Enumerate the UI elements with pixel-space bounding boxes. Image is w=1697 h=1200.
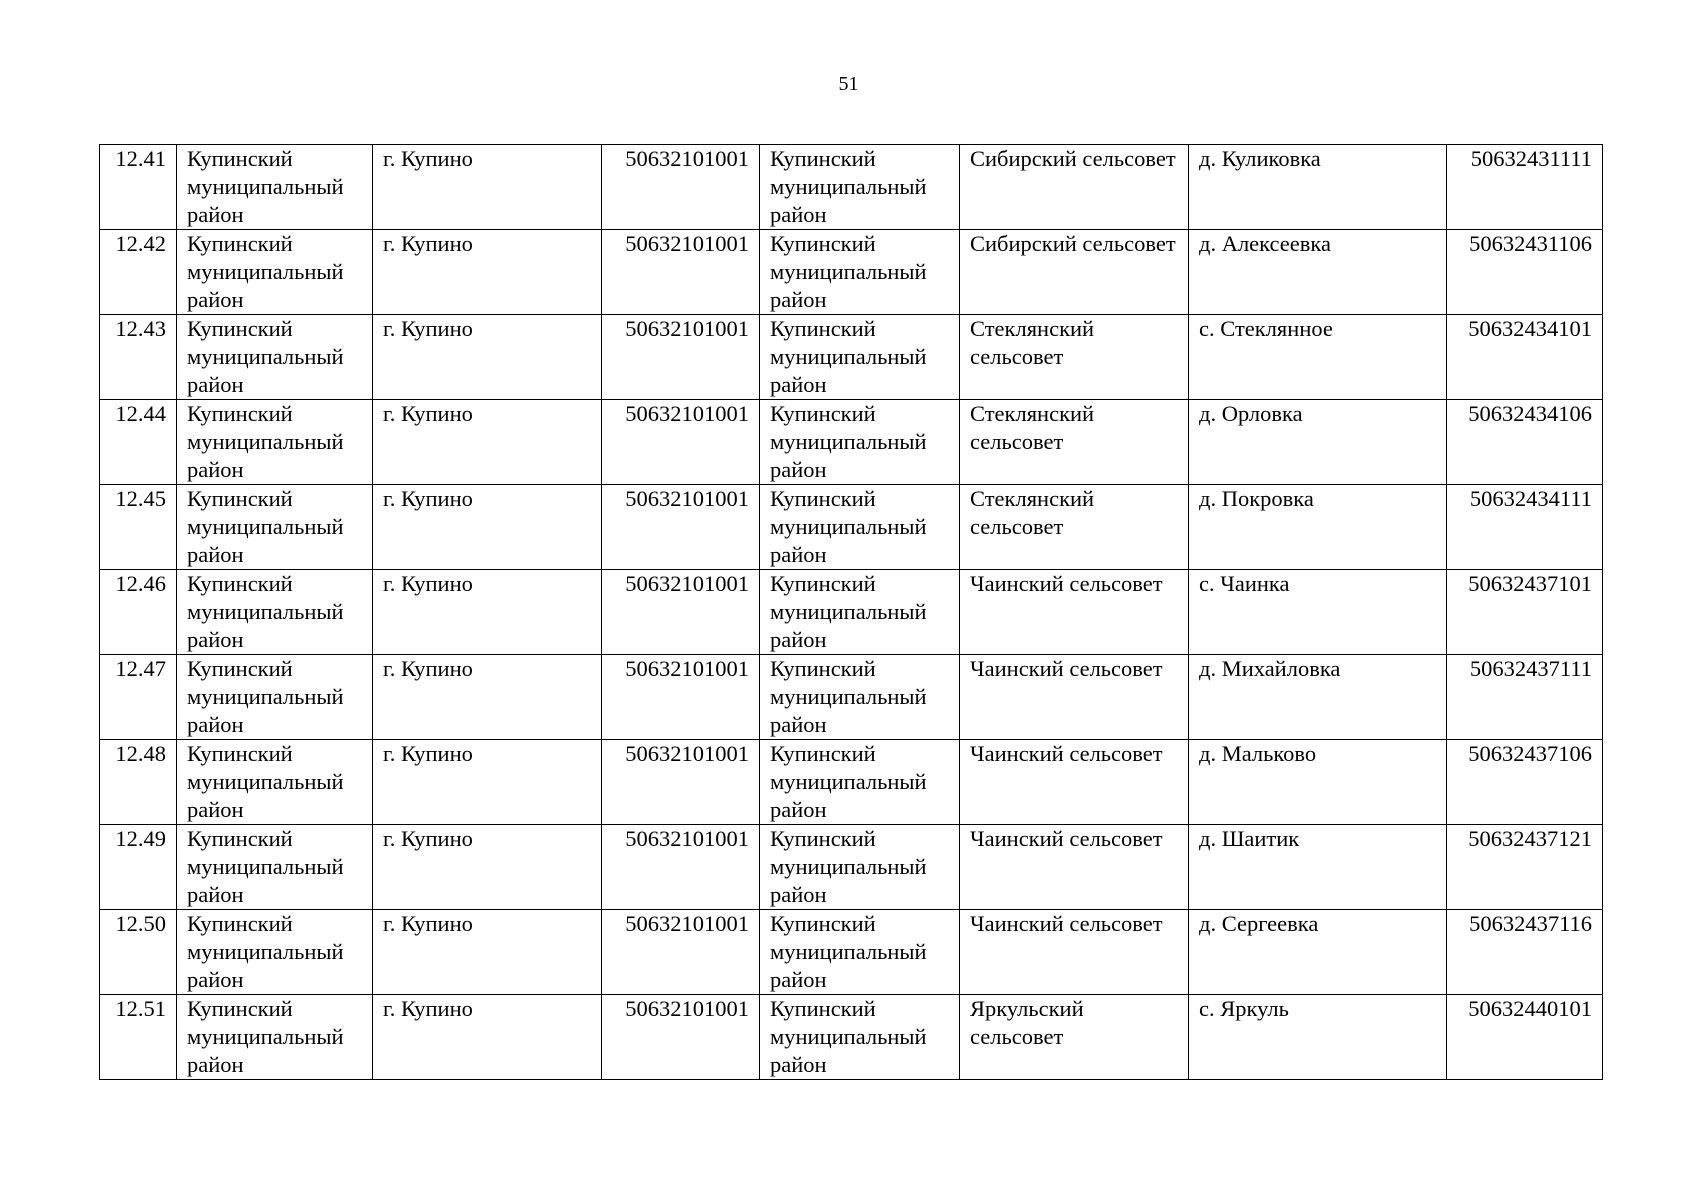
cell-settlement: д. Покровка — [1189, 485, 1447, 570]
cell-admin-center-code: 50632101001 — [602, 145, 760, 230]
table-row — [100, 995, 1603, 1080]
cell-municipal-district-2: Купинский муниципальный район — [760, 485, 960, 570]
cell-settlement: с. Чаинка — [1189, 570, 1447, 655]
cell-rural-council: Чаинский сельсовет — [960, 910, 1189, 995]
table-row — [100, 570, 1603, 655]
cell-municipal-district-2: Купинский муниципальный район — [760, 995, 960, 1080]
cell-rural-council: Стеклянский сельсовет — [960, 485, 1189, 570]
table-row — [100, 485, 1603, 570]
table-row — [100, 315, 1603, 400]
settlements-table — [99, 144, 1603, 1080]
cell-row-number: 12.42 — [100, 230, 177, 315]
cell-municipal-district-2: Купинский муниципальный район — [760, 825, 960, 910]
cell-rural-council: Чаинский сельсовет — [960, 570, 1189, 655]
table-row — [100, 825, 1603, 910]
cell-settlement: д. Алексеевка — [1189, 230, 1447, 315]
cell-row-number: 12.51 — [100, 995, 177, 1080]
cell-municipal-district: Купинский муниципальный район — [177, 570, 373, 655]
cell-municipal-district-2: Купинский муниципальный район — [760, 910, 960, 995]
cell-row-number: 12.43 — [100, 315, 177, 400]
page-number: 51 — [838, 73, 859, 95]
cell-admin-center: г. Купино — [373, 910, 602, 995]
table-row — [100, 740, 1603, 825]
cell-municipal-district: Купинский муниципальный район — [177, 315, 373, 400]
cell-settlement-code: 50632440101 — [1447, 995, 1603, 1080]
cell-settlement: с. Стеклянное — [1189, 315, 1447, 400]
cell-rural-council: Сибирский сельсовет — [960, 145, 1189, 230]
cell-settlement-code: 50632431111 — [1447, 145, 1603, 230]
cell-rural-council: Стеклянский сельсовет — [960, 315, 1189, 400]
cell-municipal-district-2: Купинский муниципальный район — [760, 570, 960, 655]
cell-settlement: д. Сергеевка — [1189, 910, 1447, 995]
cell-municipal-district: Купинский муниципальный район — [177, 995, 373, 1080]
cell-admin-center: г. Купино — [373, 995, 602, 1080]
cell-rural-council: Яркульский сельсовет — [960, 995, 1189, 1080]
table-row — [100, 230, 1603, 315]
cell-settlement: д. Орловка — [1189, 400, 1447, 485]
cell-admin-center: г. Купино — [373, 825, 602, 910]
cell-municipal-district-2: Купинский муниципальный район — [760, 230, 960, 315]
cell-row-number: 12.46 — [100, 570, 177, 655]
cell-municipal-district-2: Купинский муниципальный район — [760, 145, 960, 230]
cell-municipal-district-2: Купинский муниципальный район — [760, 740, 960, 825]
cell-settlement-code: 50632437111 — [1447, 655, 1603, 740]
cell-admin-center-code: 50632101001 — [602, 485, 760, 570]
cell-admin-center-code: 50632101001 — [602, 995, 760, 1080]
cell-admin-center: г. Купино — [373, 145, 602, 230]
cell-row-number: 12.44 — [100, 400, 177, 485]
cell-settlement: д. Куликовка — [1189, 145, 1447, 230]
cell-rural-council: Чаинский сельсовет — [960, 740, 1189, 825]
cell-admin-center: г. Купино — [373, 740, 602, 825]
cell-settlement-code: 50632437106 — [1447, 740, 1603, 825]
cell-rural-council: Стеклянский сельсовет — [960, 400, 1189, 485]
cell-municipal-district: Купинский муниципальный район — [177, 145, 373, 230]
cell-admin-center-code: 50632101001 — [602, 570, 760, 655]
cell-admin-center-code: 50632101001 — [602, 910, 760, 995]
cell-municipal-district-2: Купинский муниципальный район — [760, 315, 960, 400]
table-row — [100, 910, 1603, 995]
cell-row-number: 12.48 — [100, 740, 177, 825]
cell-admin-center: г. Купино — [373, 230, 602, 315]
cell-municipal-district: Купинский муниципальный район — [177, 910, 373, 995]
cell-settlement-code: 50632431106 — [1447, 230, 1603, 315]
cell-admin-center: г. Купино — [373, 400, 602, 485]
cell-admin-center-code: 50632101001 — [602, 315, 760, 400]
cell-settlement-code: 50632434106 — [1447, 400, 1603, 485]
cell-admin-center: г. Купино — [373, 570, 602, 655]
cell-municipal-district: Купинский муниципальный район — [177, 740, 373, 825]
cell-admin-center: г. Купино — [373, 655, 602, 740]
cell-settlement-code: 50632437121 — [1447, 825, 1603, 910]
cell-admin-center-code: 50632101001 — [602, 400, 760, 485]
cell-settlement-code: 50632437101 — [1447, 570, 1603, 655]
cell-settlement-code: 50632434111 — [1447, 485, 1603, 570]
cell-municipal-district: Купинский муниципальный район — [177, 230, 373, 315]
table-body — [100, 145, 1603, 1080]
cell-municipal-district: Купинский муниципальный район — [177, 400, 373, 485]
cell-row-number: 12.50 — [100, 910, 177, 995]
cell-municipal-district: Купинский муниципальный район — [177, 485, 373, 570]
cell-admin-center-code: 50632101001 — [602, 825, 760, 910]
cell-rural-council: Сибирский сельсовет — [960, 230, 1189, 315]
cell-settlement-code: 50632434101 — [1447, 315, 1603, 400]
cell-rural-council: Чаинский сельсовет — [960, 825, 1189, 910]
table-row — [100, 400, 1603, 485]
cell-row-number: 12.45 — [100, 485, 177, 570]
cell-settlement: с. Яркуль — [1189, 995, 1447, 1080]
cell-admin-center: г. Купино — [373, 315, 602, 400]
cell-rural-council: Чаинский сельсовет — [960, 655, 1189, 740]
table-row — [100, 145, 1603, 230]
cell-settlement: д. Шаитик — [1189, 825, 1447, 910]
cell-municipal-district: Купинский муниципальный район — [177, 655, 373, 740]
cell-municipal-district-2: Купинский муниципальный район — [760, 655, 960, 740]
cell-admin-center-code: 50632101001 — [602, 655, 760, 740]
cell-row-number: 12.49 — [100, 825, 177, 910]
cell-admin-center-code: 50632101001 — [602, 740, 760, 825]
cell-municipal-district-2: Купинский муниципальный район — [760, 400, 960, 485]
cell-settlement-code: 50632437116 — [1447, 910, 1603, 995]
cell-row-number: 12.47 — [100, 655, 177, 740]
cell-settlement: д. Михайловка — [1189, 655, 1447, 740]
cell-settlement: д. Мальково — [1189, 740, 1447, 825]
cell-admin-center-code: 50632101001 — [602, 230, 760, 315]
cell-admin-center: г. Купино — [373, 485, 602, 570]
cell-municipal-district: Купинский муниципальный район — [177, 825, 373, 910]
table-row — [100, 655, 1603, 740]
cell-row-number: 12.41 — [100, 145, 177, 230]
